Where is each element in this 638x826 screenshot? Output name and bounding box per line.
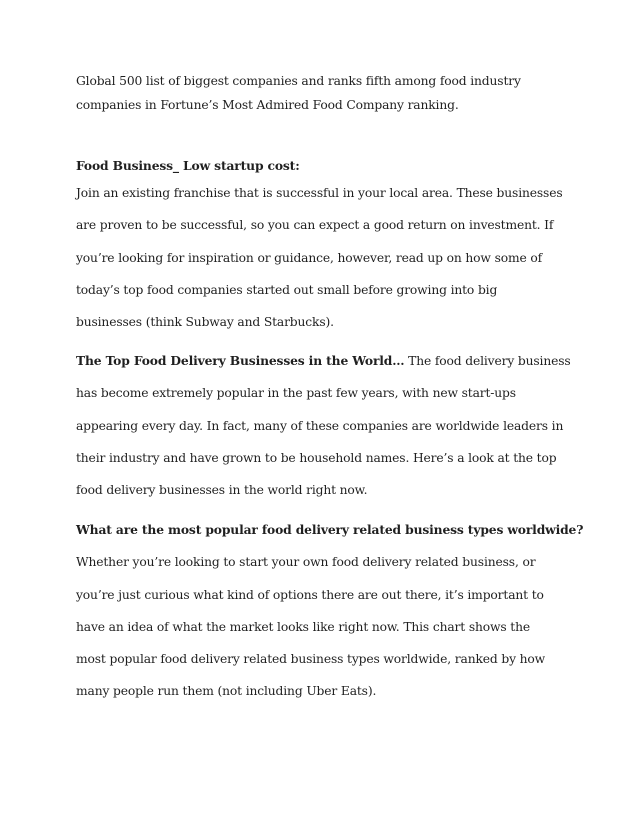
body-line: you’re just curious what kind of options there are out there, it’s important to <box>76 587 544 602</box>
body-line: businesses (think Subway and Starbucks). <box>76 315 334 330</box>
body-line: many people run them (not including Uber Eats). <box>76 684 377 699</box>
body-line: today’s top food companies started out small before growing into big <box>76 282 498 297</box>
body-line: you’re looking for inspiration or guidance, however, read up on how some of <box>76 250 543 265</box>
body-line: their industry and have grown to be household names. Here’s a look at the top <box>76 450 557 465</box>
body-line: Join an existing franchise that is successful in your local area. These businesses <box>76 186 563 200</box>
body-line <box>76 345 576 377</box>
body-line: Whether you’re looking to start your own food delivery related business, or <box>76 555 536 570</box>
section-heading: The Top Food Delivery Businesses in the World… <box>76 353 405 368</box>
intro-line: companies in Fortune’s Most Admired Food Company ranking. <box>76 98 459 112</box>
section-popular-business-types <box>76 514 584 708</box>
body-line: most popular food delivery related business types worldwide, ranked by how <box>76 652 546 667</box>
body-line: food delivery businesses in the world right now. <box>76 483 368 498</box>
body-line: are proven to be successful, so you can expect a good return on investment. If <box>76 218 554 233</box>
body-text: The food delivery business <box>404 354 571 368</box>
section-heading: Food Business_ Low startup cost: <box>76 158 300 173</box>
body-line: appearing every day. In fact, many of these companies are worldwide leaders in <box>76 418 564 433</box>
body-line: have an idea of what the market looks like right now. This chart shows the <box>76 619 530 634</box>
body-line: has become extremely popular in the past few years, with new start-ups <box>76 386 516 401</box>
intro-paragraph <box>76 69 576 117</box>
section-top-food-delivery <box>76 345 576 506</box>
section-heading: What are the most popular food delivery related business types worldwide? <box>76 522 584 537</box>
section-low-startup-cost <box>76 155 576 338</box>
intro-line: Global 500 list of biggest companies and ranks fifth among food industry <box>76 74 521 88</box>
section-body <box>76 177 576 338</box>
